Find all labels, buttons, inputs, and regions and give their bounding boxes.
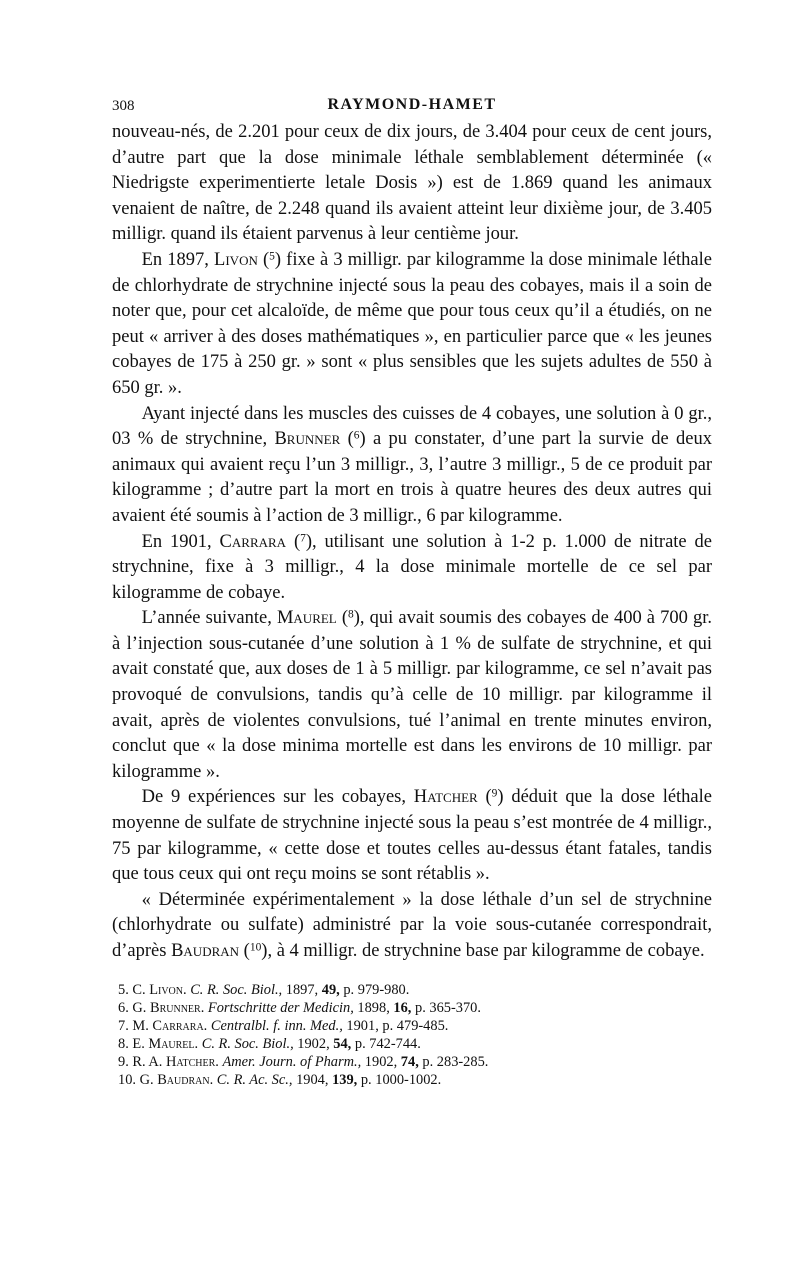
footnote-number: 5. [118, 981, 129, 998]
footnote-year: 1902, [297, 1035, 330, 1052]
page [112, 92, 712, 1089]
text-run: De 9 expériences sur les cobayes, [141, 787, 414, 808]
text-run: ) déduit que la dose léthale moyenne de sulfate de strychnine injecté sous la peau s’est montrée de 4 milligr., 75 par kilogramme, « cette dose et toutes celles au-dessus étant fatales, tandis que tous ceux qui ont reçu moins se sont rétablis ». [112, 787, 712, 885]
footnote-journal: Centralbl. f. inn. Med., [210, 1017, 343, 1034]
footnote-year: 1902, [364, 1053, 398, 1070]
footnote-journal: Amer. Journ. of Pharm., [222, 1053, 362, 1070]
paragraph [112, 248, 712, 402]
footnote-journal: C. R. Soc. Biol., [190, 981, 283, 998]
footnote-volume: 49, [321, 981, 340, 998]
footnote-number: 7. [118, 1017, 129, 1034]
text-run: « Déterminée expérimentalement » la dose léthale d’un sel de strychnine (chlorhydrate ou sulfate) administré par la voie sous-cutanée correspondrait, d’après [112, 889, 712, 961]
text-run: ) a pu constater, d’une part la survie de deux animaux qui avaient reçu l’un 3 milligr., 3, l’autre 3 milligr., 5 de ce produit par kilogramme ; d’autre part la mort en trois à quatre heures des deux autres qui avaient été soumis à l’action de 3 milligr., 6 par kilogramme. [112, 429, 713, 526]
footnote-pages: p. 742-744. [354, 1035, 421, 1052]
text-run: ( [477, 787, 492, 808]
body-text [112, 120, 712, 965]
footnote-author: M. Carrara. [132, 1017, 208, 1034]
footnote-author: C. Livon. [132, 981, 187, 998]
footnote-year: 1898, [357, 999, 390, 1016]
author-name: Maurel [276, 608, 337, 629]
footnote-ref: 9 [491, 787, 498, 800]
paragraph [112, 785, 712, 887]
footnote-ref: 7 [300, 531, 306, 544]
footnote-journal: Fortschritte der Medicin, [207, 999, 354, 1016]
footnote-volume: 54, [333, 1035, 352, 1052]
text-run: L’année suivante, [141, 608, 277, 629]
paragraph [112, 120, 712, 248]
footnote-number: 9. [118, 1053, 129, 1070]
text-run: ( [257, 249, 270, 270]
footnote-number: 6. [118, 999, 129, 1016]
running-head: RAYMOND-HAMET [327, 96, 497, 113]
footnote-number: 10. [118, 1071, 136, 1088]
footnote-author: R. A. Hatcher. [132, 1053, 219, 1070]
footnote-volume: 74, [400, 1053, 419, 1070]
footnote-volume: 139, [332, 1071, 358, 1088]
paragraph [112, 606, 712, 785]
footnote-pages: p. 979-980. [343, 981, 410, 998]
text-run: ( [336, 608, 349, 629]
footnotes [112, 981, 712, 1089]
footnote [118, 1017, 712, 1035]
author-name: Livon [214, 249, 258, 270]
footnote-ref: 5 [269, 250, 275, 263]
footnote-year: 1901, [346, 1017, 379, 1034]
footnote-pages: p. 283-285. [422, 1053, 489, 1070]
paragraph [112, 888, 712, 965]
page-number: 308 [112, 98, 135, 114]
footnote-ref: 10 [249, 941, 262, 954]
footnote-ref: 8 [348, 608, 354, 621]
footnote-author: G. Baudran. [139, 1071, 214, 1088]
footnote [118, 999, 712, 1017]
text-run: ), à 4 milligr. de strychnine base par kilogramme de cobaye. [261, 941, 705, 961]
author-name: Carrara [219, 531, 287, 552]
footnote-author: G. Brunner. [132, 999, 205, 1016]
footnote [118, 1053, 712, 1071]
footnote-journal: C. R. Ac. Sc., [216, 1071, 293, 1088]
text-run: ( [340, 429, 354, 450]
text-run: ) fixe à 3 milligr. par kilogramme la dose minimale léthale de chlorhydrate de strychnine injecté sous la peau des cobayes, mais il a soin de noter que, pour cet alcaloïde, de même que pour tous ceux qu’il a étudiés, on ne peut « arriver à des doses mathématiques », en particulier parce que « les jeunes cobayes de 175 à 250 gr. » sont « plus sensibles que les sujets adultes de 550 à 650 gr. ». [112, 249, 712, 398]
text-run: ), utilisant une solution à 1-2 p. 1.000 de nitrate de strychnine, fixe à 3 milligr., 4 la dose minimale mortelle de ce sel par kilogramme de cobaye. [112, 531, 712, 603]
text-run: En 1901, [141, 531, 220, 552]
text-run: ), qui avait soumis des cobayes de 400 à 700 gr. à l’injection sous-cutanée d’une solution à 1 % de sulfate de strychnine, et qui avait constaté que, aux doses de 1 à 5 milligr. par kilogramme, ce sel n’avait pas provoqué de convulsions, tandis qu’à celle de 10 milligr. par kilogramme il avait, après de violentes convulsions, tué l’animal en trente minutes environ, conclut que « la dose minima mortelle est dans les environs de 10 milligr. par kilogramme ». [112, 608, 712, 782]
author-name: Baudran [171, 941, 240, 961]
paragraph [112, 530, 712, 607]
text-run: Ayant injecté dans les muscles des cuisses de 4 cobayes, une solution à 0 gr., 03 % de strychnine, [112, 403, 712, 450]
footnote-volume: 16, [393, 999, 412, 1016]
page-header [112, 92, 712, 120]
footnote-author: E. Maurel. [132, 1035, 199, 1052]
footnote-pages: p. 479-485. [382, 1017, 449, 1034]
paragraph [112, 402, 712, 530]
author-name: Hatcher [413, 787, 478, 808]
text-run: nouveau-nés, de 2.201 pour ceux de dix jours, de 3.404 pour ceux de cent jours, d’autre part que la dose minimale léthale semblablement déterminée (« Niedrigste experimentierte letale Dosis ») est de 1.869 quand les animaux venaient de naître, de 2.248 quand ils avaient atteint leur dixième jour, de 3.405 milligr. quand ils étaient parvenus à leur centième jour. [112, 122, 712, 245]
footnote-pages: p. 1000-1002. [360, 1071, 442, 1088]
footnote-pages: p. 365-370. [415, 999, 481, 1016]
author-name: Brunner [274, 429, 341, 450]
footnote-number: 8. [118, 1035, 129, 1052]
text-run: ( [239, 941, 250, 961]
footnote-journal: C. R. Soc. Biol., [201, 1035, 294, 1052]
footnote-ref: 6 [353, 429, 360, 442]
footnote [118, 1071, 712, 1089]
footnote-year: 1904, [296, 1071, 329, 1088]
footnote [118, 981, 712, 999]
text-run: ( [286, 531, 301, 552]
text-run: En 1897, [141, 249, 215, 270]
footnote-year: 1897, [285, 981, 319, 998]
footnote [118, 1035, 712, 1053]
